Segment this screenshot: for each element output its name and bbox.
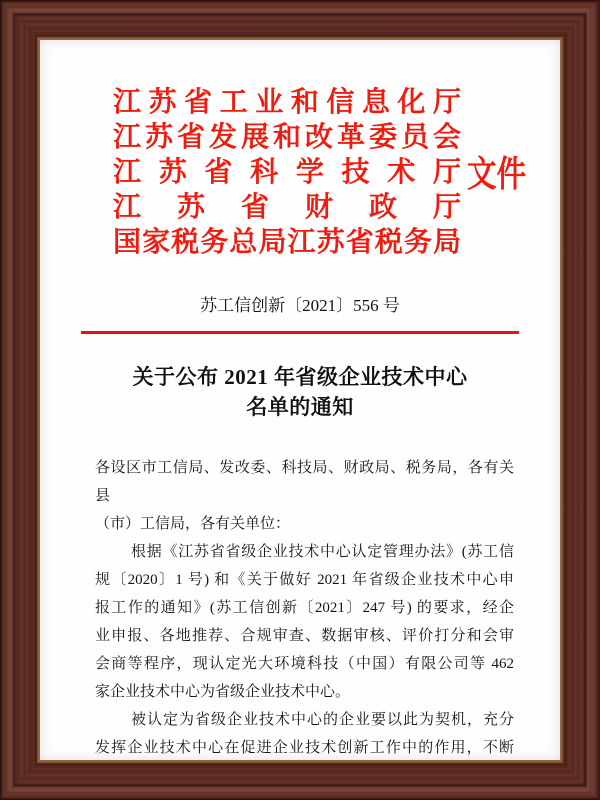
paragraph xyxy=(95,538,514,706)
red-divider-line xyxy=(81,331,519,334)
title-line: 名单的通知 xyxy=(246,395,354,419)
document-number: 苏工信创新〔2021〕556 号 xyxy=(200,296,400,315)
body-line: 业申报、各地推荐、合规审查、数据审核、评价打分和会审 xyxy=(95,628,514,644)
body-line: 各设区市工信局、发改委、科技局、财政局、税务局，各有关县 xyxy=(95,460,514,504)
body-line: 发挥企业技术中心在促进企业技术创新工作中的作用，不断 xyxy=(95,740,514,756)
body-line: 被认定为省级企业技术中心的企业要以此为契机，充分 xyxy=(131,712,514,728)
title-line: 关于公布 2021 年省级企业技术中心 xyxy=(132,365,468,389)
doc-type-label: 文件 xyxy=(467,153,527,194)
body-line: 根据《江苏省省级企业技术中心认定管理办法》(苏工信 xyxy=(131,544,514,560)
body-line: （市）工信局，各有关单位： xyxy=(95,516,291,532)
body-line: 会商等程序，现认定光大环境科技（中国）有限公司等 462 xyxy=(95,656,514,672)
picture-frame-bottom xyxy=(0,760,600,800)
body-line: 规〔2020〕1 号) 和《关于做好 2021 年省级企业技术中心申 xyxy=(95,572,514,588)
paragraph xyxy=(95,706,514,762)
picture-frame-top xyxy=(0,0,600,40)
body-line: 报工作的通知》(苏工信创新〔2021〕247 号) 的要求，经企 xyxy=(95,600,514,616)
agency-name: 江苏省科学技术厅 xyxy=(113,156,461,187)
document-title xyxy=(40,362,560,422)
paragraph xyxy=(95,454,514,538)
agency-name: 国家税务总局江苏省税务局 xyxy=(113,226,461,257)
letterhead xyxy=(113,84,560,259)
picture-frame-right xyxy=(560,0,600,800)
document-body xyxy=(95,454,514,762)
agency-name: 江苏省发展和改革委员会 xyxy=(113,121,461,152)
picture-frame-left xyxy=(0,0,40,800)
agency-name: 江苏省财政厅 xyxy=(113,191,461,222)
agency-name: 江苏省工业和信息化厅 xyxy=(113,86,461,117)
issuing-agencies-list xyxy=(113,84,461,259)
document-page xyxy=(40,40,560,760)
body-line: 家企业技术中心为省级企业技术中心。 xyxy=(95,684,351,700)
